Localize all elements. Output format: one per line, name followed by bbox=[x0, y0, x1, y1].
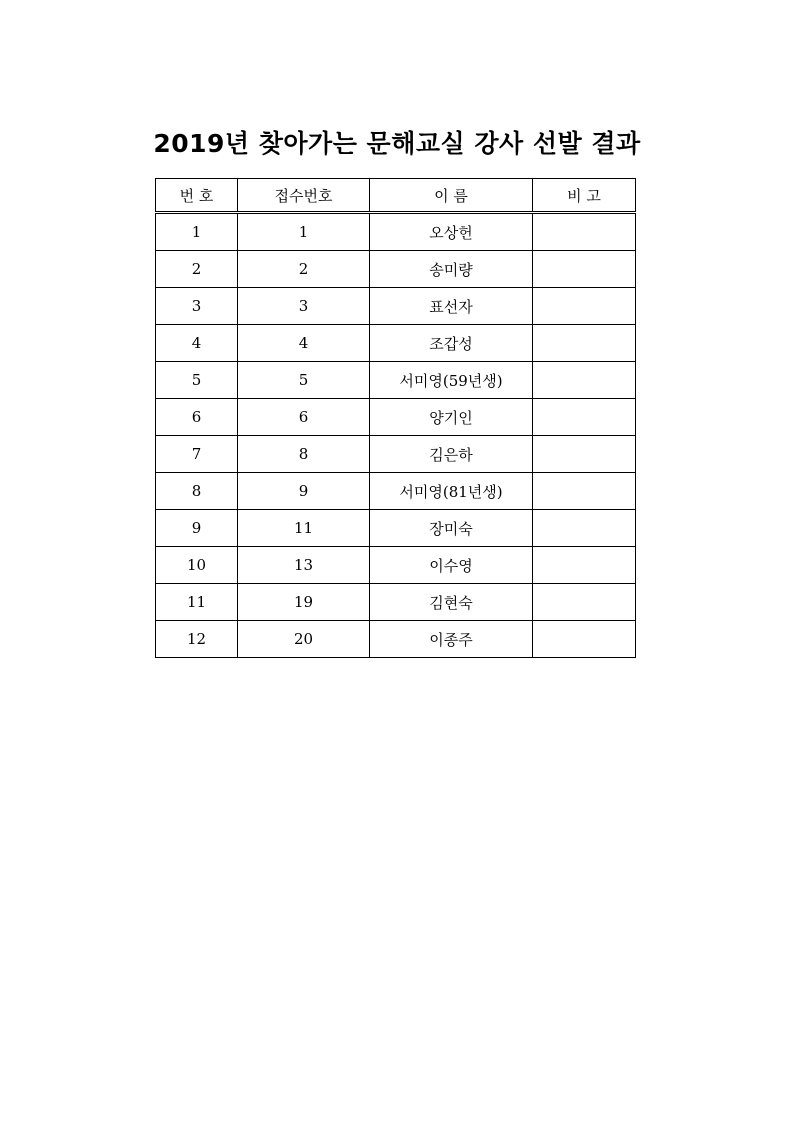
table-row bbox=[156, 510, 636, 547]
cell-number: 6 bbox=[156, 399, 238, 436]
table-row bbox=[156, 621, 636, 658]
cell-remarks bbox=[533, 510, 636, 547]
cell-receipt-number: 5 bbox=[238, 362, 370, 399]
cell-name: 장미숙 bbox=[370, 510, 533, 547]
cell-number: 4 bbox=[156, 325, 238, 362]
table-row bbox=[156, 325, 636, 362]
table-row bbox=[156, 251, 636, 288]
cell-receipt-number: 13 bbox=[238, 547, 370, 584]
cell-receipt-number: 6 bbox=[238, 399, 370, 436]
cell-number: 10 bbox=[156, 547, 238, 584]
cell-name: 서미영(59년생) bbox=[370, 362, 533, 399]
table-row bbox=[156, 288, 636, 325]
cell-number: 2 bbox=[156, 251, 238, 288]
header-remarks: 비 고 bbox=[533, 179, 636, 213]
table-header bbox=[156, 179, 636, 213]
cell-name: 조갑성 bbox=[370, 325, 533, 362]
cell-receipt-number: 3 bbox=[238, 288, 370, 325]
cell-name: 표선자 bbox=[370, 288, 533, 325]
table-row bbox=[156, 362, 636, 399]
cell-number: 11 bbox=[156, 584, 238, 621]
cell-remarks bbox=[533, 213, 636, 251]
table-row bbox=[156, 584, 636, 621]
cell-number: 9 bbox=[156, 510, 238, 547]
cell-remarks bbox=[533, 621, 636, 658]
table-header-row bbox=[156, 179, 636, 213]
cell-remarks bbox=[533, 436, 636, 473]
cell-name: 양기인 bbox=[370, 399, 533, 436]
header-number: 번 호 bbox=[156, 179, 238, 213]
cell-number: 3 bbox=[156, 288, 238, 325]
cell-remarks bbox=[533, 473, 636, 510]
table-row bbox=[156, 547, 636, 584]
cell-receipt-number: 11 bbox=[238, 510, 370, 547]
cell-name: 김은하 bbox=[370, 436, 533, 473]
cell-name: 이종주 bbox=[370, 621, 533, 658]
cell-receipt-number: 4 bbox=[238, 325, 370, 362]
cell-receipt-number: 1 bbox=[238, 213, 370, 251]
cell-remarks bbox=[533, 288, 636, 325]
cell-number: 7 bbox=[156, 436, 238, 473]
cell-remarks bbox=[533, 399, 636, 436]
table-row bbox=[156, 399, 636, 436]
cell-name: 송미량 bbox=[370, 251, 533, 288]
cell-number: 12 bbox=[156, 621, 238, 658]
cell-number: 8 bbox=[156, 473, 238, 510]
cell-remarks bbox=[533, 251, 636, 288]
table-row bbox=[156, 473, 636, 510]
cell-receipt-number: 9 bbox=[238, 473, 370, 510]
cell-receipt-number: 20 bbox=[238, 621, 370, 658]
table-row bbox=[156, 436, 636, 473]
cell-remarks bbox=[533, 584, 636, 621]
cell-receipt-number: 19 bbox=[238, 584, 370, 621]
cell-number: 1 bbox=[156, 213, 238, 251]
page-title: 2019년 찾아가는 문해교실 강사 선발 결과 bbox=[153, 129, 641, 158]
table-body bbox=[156, 213, 636, 658]
cell-receipt-number: 8 bbox=[238, 436, 370, 473]
header-name: 이 름 bbox=[370, 179, 533, 213]
cell-receipt-number: 2 bbox=[238, 251, 370, 288]
cell-number: 5 bbox=[156, 362, 238, 399]
cell-name: 오상헌 bbox=[370, 213, 533, 251]
cell-name: 김현숙 bbox=[370, 584, 533, 621]
selection-results-table bbox=[155, 178, 636, 658]
cell-name: 이수영 bbox=[370, 547, 533, 584]
cell-name: 서미영(81년생) bbox=[370, 473, 533, 510]
cell-remarks bbox=[533, 362, 636, 399]
table-row bbox=[156, 213, 636, 251]
cell-remarks bbox=[533, 547, 636, 584]
header-receipt-number: 접수번호 bbox=[238, 179, 370, 213]
cell-remarks bbox=[533, 325, 636, 362]
